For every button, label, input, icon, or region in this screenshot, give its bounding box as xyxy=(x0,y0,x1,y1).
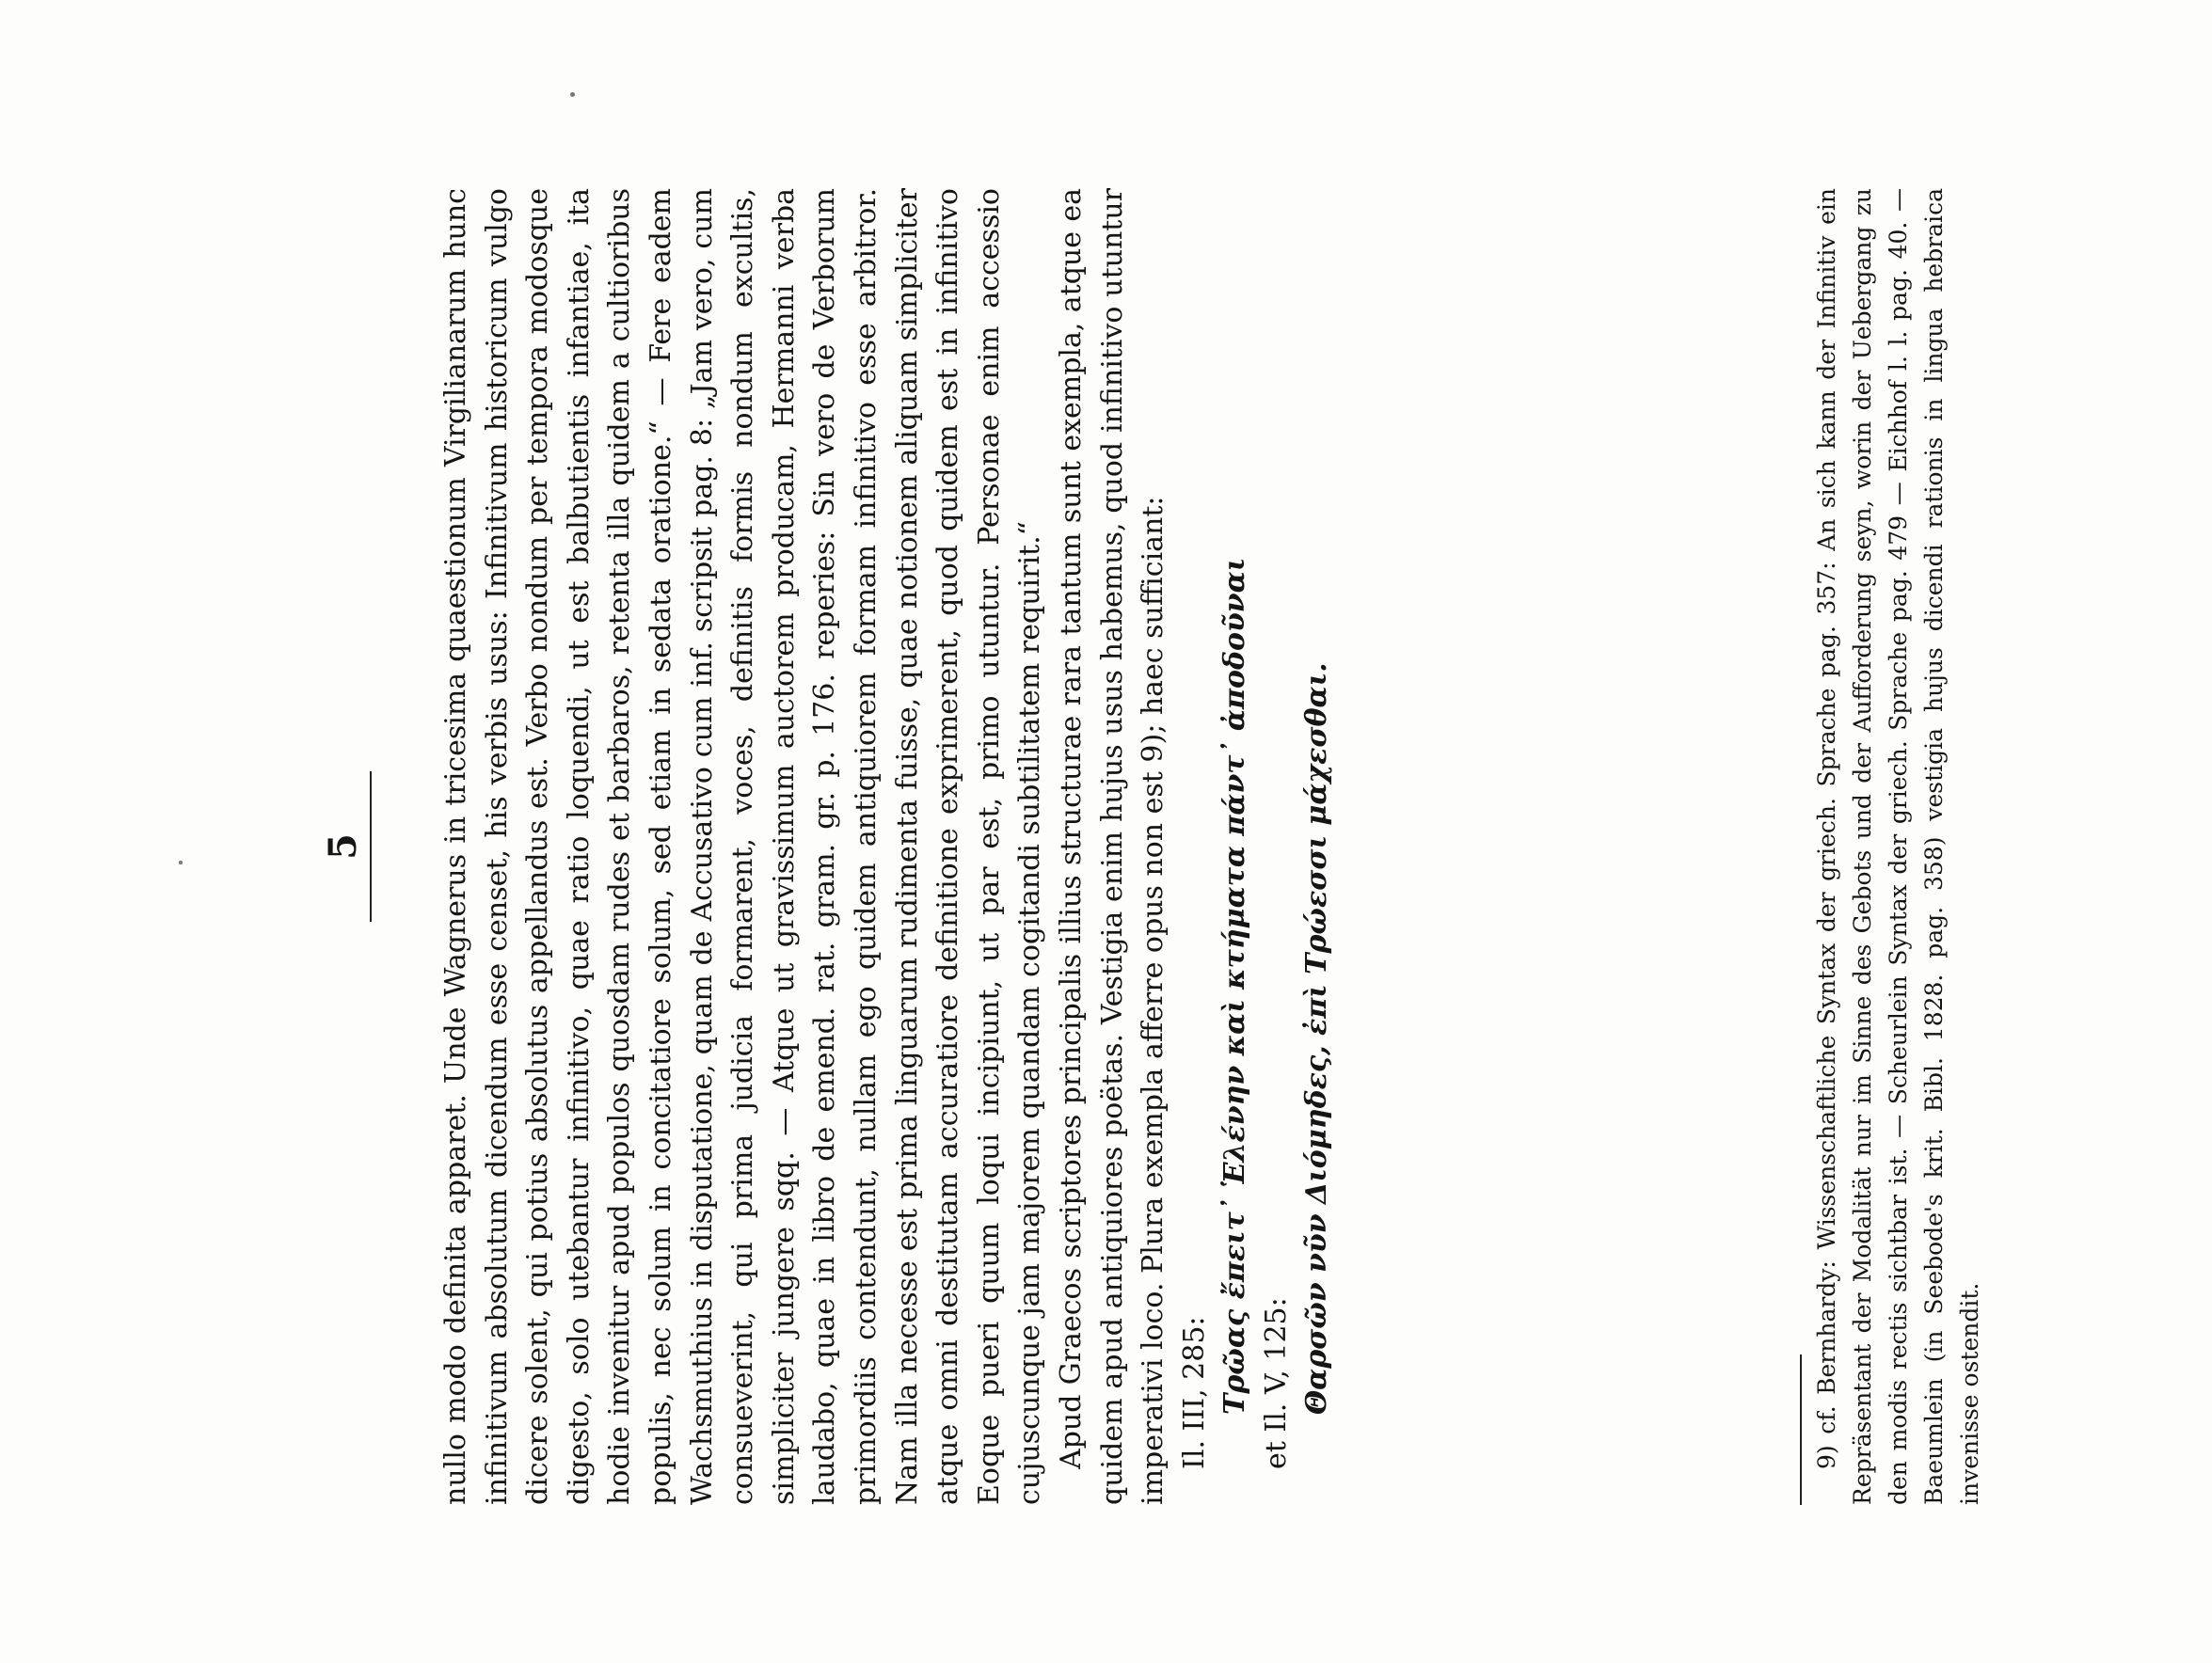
footnote: 9) cf. Bernhardy: Wissenschaftliche Syntax der griech. Sprache pag. 357: An sich kann der Infinitiv ein Repräsentant der Modalität nur im Sinne des Gebots und der Aufforderung seyn, worin der Uebergang zu den modis rectis sichtbar ist. — Scheurlein Syntax der griech. Sprache pag. 479 — Eichhof l. l. pag. 40. — Baeumlein (in Seebode's krit. Bibl. 1828. pag. 358) vestigia hujus dicendi rationis in lingua hebraica invenisse ostendit. xyxy=(1813,188,1983,1505)
book-page xyxy=(321,188,1983,1505)
scan-speck xyxy=(570,92,575,97)
page-number: 5 xyxy=(321,833,365,860)
footnote-rule xyxy=(1800,1354,1802,1505)
header-rule xyxy=(370,771,372,922)
scan-speck xyxy=(179,861,183,864)
paragraph: nullo modo definita apparet. Unde Wagnerus in tricesima quaestionum Virgilianarum hunc infinitivum absolutum dicendum esse censet, his verbis usus: Infinitivum historicum vulgo dicere solent, qui potius absolutus appellandus est. Verbo nondum per tempora modosque digesto, solo utebantur infinitivo, quae ratio loquendi, ut est balbutientis infantiae, ita hodie invenitur apud populos quosdam rudes et barbaros, retenta illa quidem a cultioribus populis, nec solum in concitatiore solum, sed etiam in sedata oratione.“ — Fere eadem Wachsmuthius in disputatione, quam de Accusativo cum inf. scripsit pag. 8: „Jam vero, cum consueverint, qui prima judicia formarent, voces, definitis formis nondum excultis, simpliciter jungere sqq. — Atque ut gravissimum auctorem producam, Hermanni verba laudabo, quae in libro de emend. rat. gram. gr. p. 176. reperies: Sin vero de Verborum primordiis contendunt, nullam ego quidem antiquiorem formam infinitivo esse arbitror. Nam illa necesse est prima linguarum rudimenta fuisse, quae notionem aliquam simpliciter atque omni destitutam accuratiore definitione exprimerent, quod quidem est in infinitivo Eoque pueri quum loqui incipiunt, ut par est, primo utuntur. Personae enim accessio cujuscunque jam majorem quandam cogitandi subtilitatem requirit.“ xyxy=(439,188,1047,1505)
greek-quote: Τρῶας ἔπειτ᾽ Ἑλένην καὶ κτήματα πάντ᾽ ἀποδοῦναι xyxy=(1218,557,1252,1415)
greek-quote: Θαρσῶν νῦν Διόμηδες, ἐπὶ Τρώεσσι μάχεσθαι. xyxy=(1300,662,1334,1415)
main-text xyxy=(436,188,1338,1505)
paragraph: Apud Graecos scriptores principalis illius structurae rara tantum sunt exempla, atque ea quidem apud antiquiores poëtas. Vestigia enim hujus usus habemus, quod infinitivo utuntur imperativi loco. Plura exempla afferre opus non est 9); haec sufficiant: xyxy=(1054,188,1170,1505)
citation-ref: Il. III, 285: xyxy=(1177,1316,1211,1469)
citation-ref: et Il. V, 125: xyxy=(1259,1297,1293,1469)
